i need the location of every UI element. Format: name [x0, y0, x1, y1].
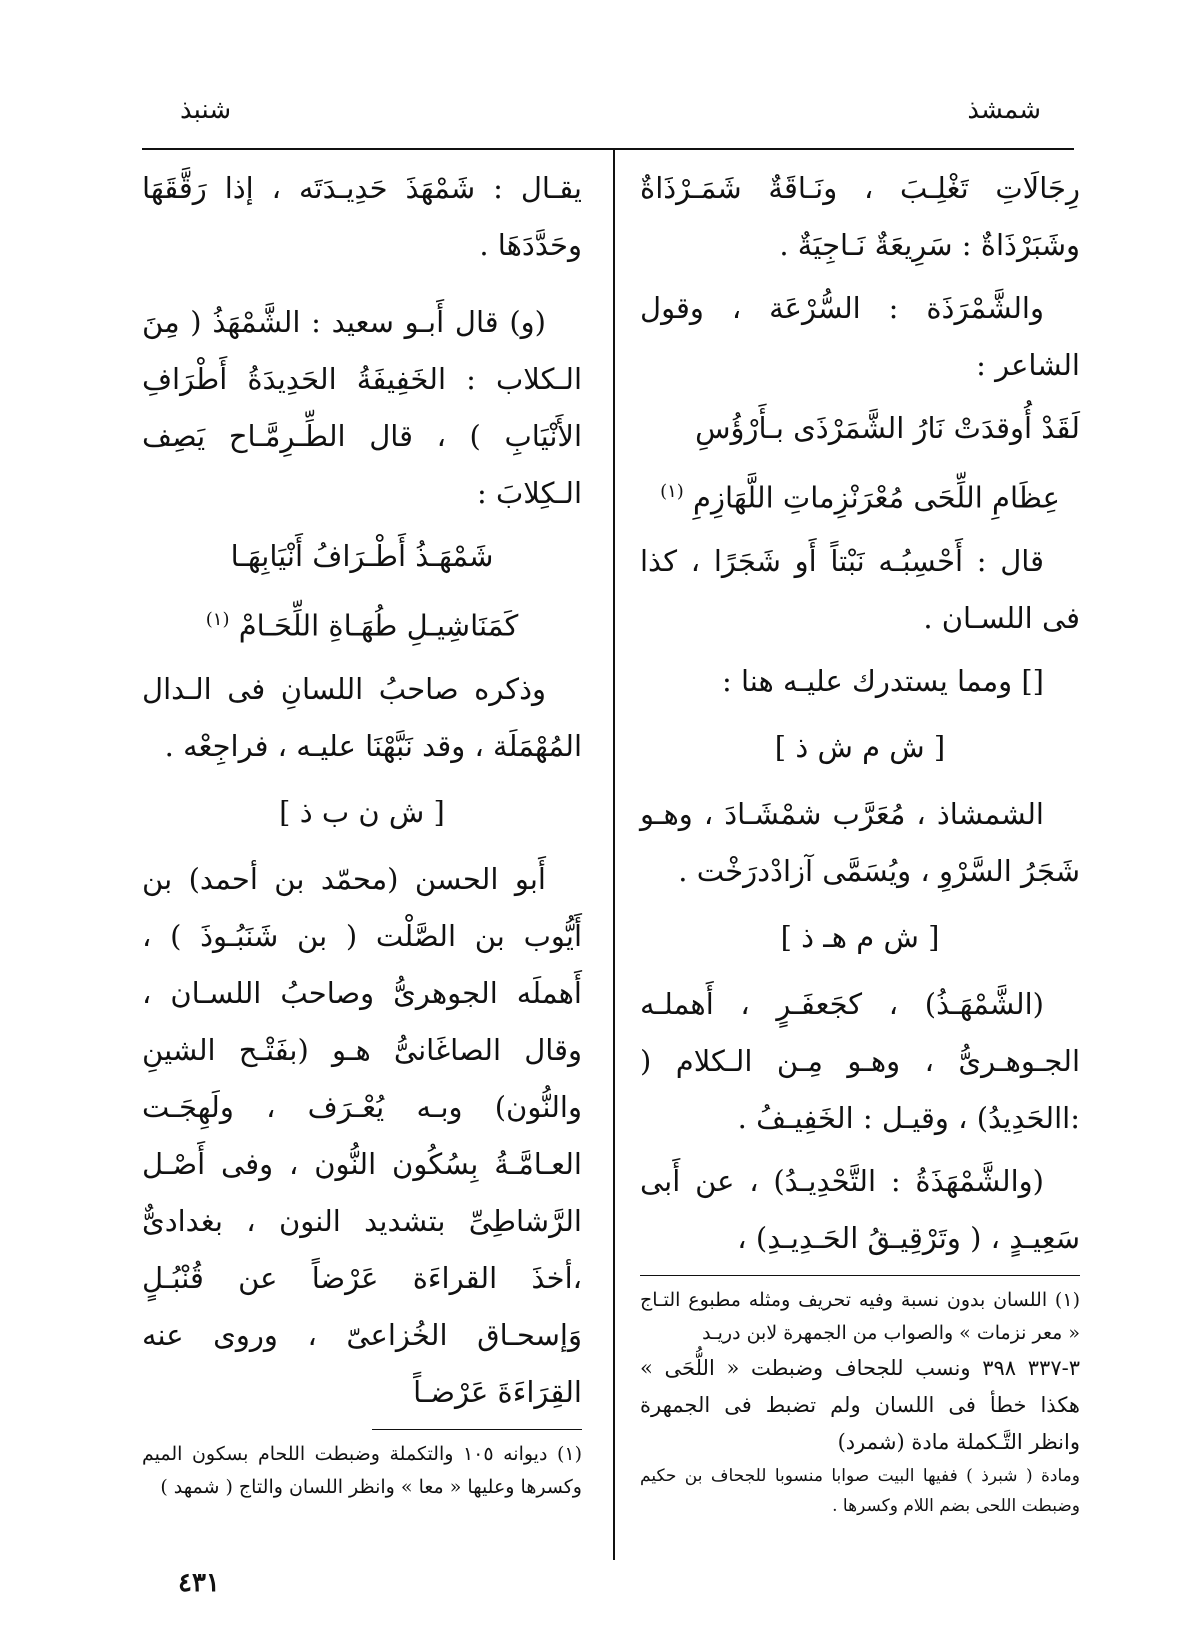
- right-verse-line-2: [640, 463, 1080, 527]
- right-verse-line-1: لَقَدْ أُوقدَتْ نَارُ الشَّمَرْذَى بـأَرْؤُسِ: [695, 411, 1080, 445]
- right-paragraph-5: الشمشاذ ، مُعَرَّب شمْشَـادَ ، وهـو شَجَرُ السَّرْوِ ، ويُسَمَّى آزادْدرَخْت .: [640, 796, 1080, 888]
- right-verse-2-text: عِظَامِ اللِّحَى مُعْرَنْزِماتِ اللَّهَازِمِ: [693, 480, 1060, 515]
- right-footnote-2: ٣-٣٣٧ ٣٩٨ ونسب للجحاف وضبطت « اللُّحَى » هكذا خطأ فى اللسان ولم تضبط فى الجمهرة وانظر التَّـكملة مادة (شمرد): [640, 1355, 1080, 1454]
- running-header-right: شمشذ: [967, 95, 1041, 125]
- running-header-left: شنبذ: [180, 95, 232, 125]
- right-paragraph-3: قال : أَحْسِبُـه نَبْتاً أَو شَجَرًا ، كذا فى اللسـان .: [640, 543, 1080, 635]
- left-paragraph-1: يقـال : شَمْهَذَ حَدِيـدَتَه ، إذا رَقَّقَهَا وحَدَّدَهَا .: [142, 171, 582, 262]
- left-verse-line-2: [142, 591, 582, 655]
- page-number: ٤٣١: [178, 1568, 220, 1598]
- entry-heading-shmhdh: [ ش م هـ ذ ]: [780, 919, 940, 954]
- right-paragraph-2: والشَّمْرَذَة : السُّرْعَة ، وقول الشاعر :: [640, 291, 1080, 382]
- entry-heading-shnbdh: [ ش ن ب ذ ]: [279, 794, 445, 829]
- right-footnote-1: (١) اللسان بدون نسبة وفيه تحريف ومثله مطبوع التـاج « معر نزمات » والصواب من الجمهرة لابن دريـد: [640, 1288, 1080, 1344]
- right-paragraph-6: (الشَّمْهَـذُ) ، كجَعفَـرٍ ، أَهملـه الجـوهـرىُّ ، وهـو مِـن الـكلام ( :االحَدِيدُ) ، وقيـل : الخَفِيـفُ .: [640, 986, 1080, 1135]
- right-paragraph-1: رِجَالَاتِ تَغْلِـبَ ، ونَـاقَةٌ شَمَـرْذَاةٌ وشَبَرْذَاةٌ : سَرِيعَةٌ نَـاجِيَةٌ .: [640, 171, 1080, 262]
- left-verse-2-text: كَمَنَاشِيـلِ طُهَـاةِ اللِّحَـامْ: [238, 608, 519, 643]
- right-column: [640, 160, 1080, 1521]
- right-footnote-rule: [640, 1275, 1080, 1276]
- left-paragraph-2: (و) قال أَبـو سعيد : الشَّمْهَذُ ( مِنَ الـكلاب : الخَفِيفَةُ الحَدِيدَةُ أَطْرَافِ الأَنْيَابِ ) ، قال الطِّـرِمَّـاح يَصِف الـكِلابَ :: [142, 305, 582, 510]
- entry-heading-shmshdh: [ ش م ش ذ ]: [774, 729, 946, 764]
- left-verse-line-1: شَمْهَـذُ أَطْـرَافُ أَنْيَابِهَـا: [230, 539, 494, 573]
- footnote-marker: (١): [205, 609, 230, 630]
- column-divider: [613, 150, 615, 1560]
- left-paragraph-3: وذكره صاحبُ اللسانِ فى الـدال المُهْمَلَة ، وقد نَبَّهْنَا عليـه ، فراجِعْه .: [142, 671, 582, 763]
- right-footnote-3: ومادة ( شبرذ ) ففيها البيت صوابا منسوبا للجحاف بن حكيم وضبطت اللحى بضم اللام وكسرها .: [640, 1465, 1080, 1516]
- left-column: [142, 160, 582, 1504]
- right-paragraph-7: (والشَّمْهَذَةُ : التَّحْدِيـدُ) ، عن أَبى سَعِيـدٍ ، ( وتَرْقِيـقُ الحَـدِيـدِ) ،: [640, 1163, 1080, 1255]
- right-paragraph-4: [] ومما يستدرك عليـه هنا :: [721, 663, 1044, 698]
- left-footnote-1: (١) ديوانه ١٠٥ والتكملة وضبطت اللحام بسكون الميم وكسرها وعليها « معا » وانظر اللسان والتاج ( شمهد ): [142, 1442, 582, 1498]
- footnote-marker: (١): [660, 481, 684, 502]
- left-footnote-rule: [372, 1429, 582, 1430]
- header-rule: [142, 148, 1074, 150]
- left-paragraph-4: أَبو الحسن (محمّد بن أحمد) بن أَيُّوب بن الصَّلْت ( بن شَنَبُـوذَ ) ، أَهملَه الجوهرىُّ وصاحبُ اللسـان ، وقال الصاغَانىُّ هـو (بفَتْـح الشينِ والنُّون) وبـه يُعْـرَف ، ولَهِجَـت العـامَّـةُ بِسُكُون النُّون ، وفى أَصْـل الرَّشاطِىِّ بتشديد النون ، بغدادىٌّ ،أخذَ القراءَة عَرْضاً عن قُنْبُـلٍ وَإسحـاق الخُزاعىّ ، وروى عنه القِرَاءَةَ عَرْضـاً: [142, 861, 582, 1409]
